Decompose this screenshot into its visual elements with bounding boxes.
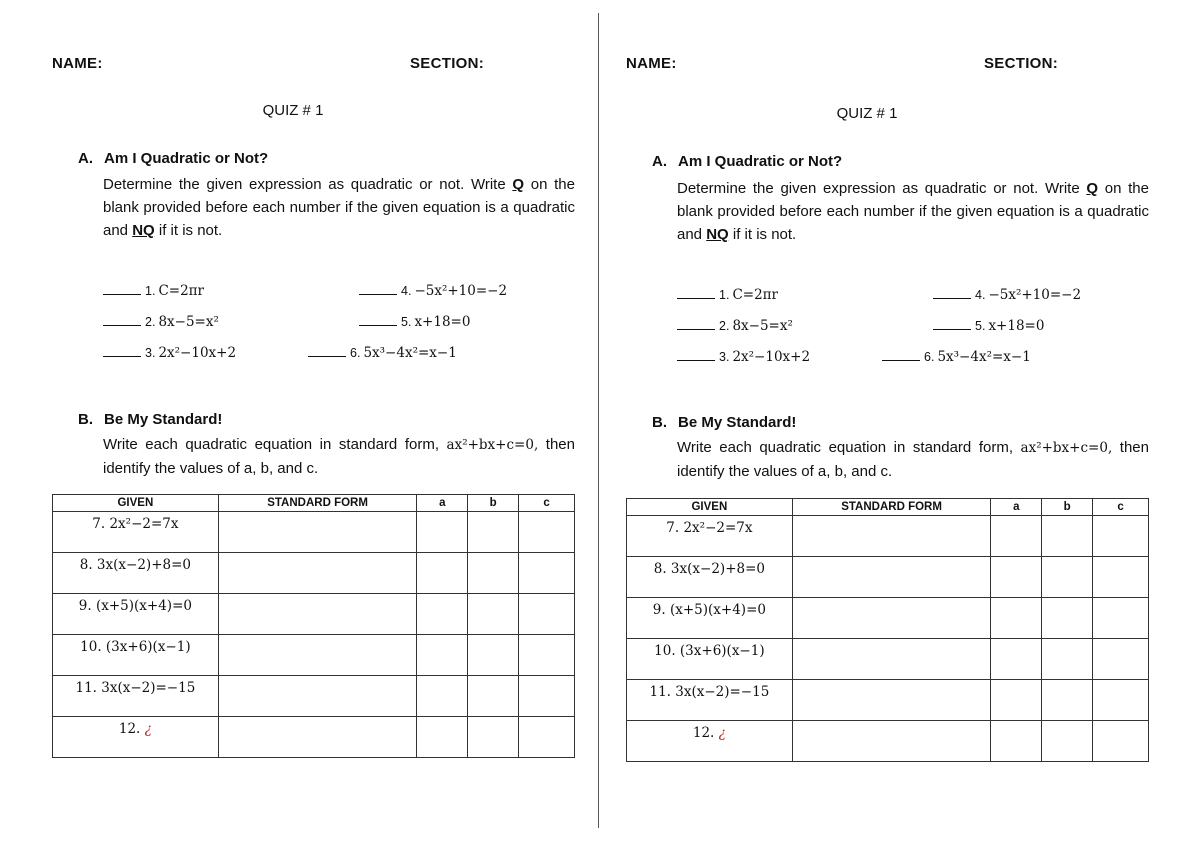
item-number: 1.	[145, 284, 156, 298]
item-6	[308, 344, 457, 361]
answer-blank[interactable]	[933, 318, 971, 330]
part-a-letter: A.	[78, 150, 93, 167]
col-standard-form: STANDARD FORM	[792, 499, 991, 516]
c-cell[interactable]	[519, 635, 575, 676]
col-given: GIVEN	[53, 495, 219, 512]
given-cell: 12. ¿	[627, 721, 793, 762]
answer-blank[interactable]	[103, 345, 141, 357]
quiz-sheet-right	[622, 0, 1152, 849]
item-number: 1.	[719, 288, 730, 302]
standard-form-equation: ax²+bx+c=0,	[1020, 440, 1113, 456]
item-1	[677, 286, 778, 303]
table-row	[53, 635, 575, 676]
b-cell[interactable]	[468, 676, 519, 717]
standard-form-cell[interactable]	[792, 680, 991, 721]
b-cell[interactable]	[468, 512, 519, 553]
b-cell[interactable]	[1042, 680, 1093, 721]
standard-form-cell[interactable]	[792, 516, 991, 557]
item-2	[677, 317, 793, 334]
c-cell[interactable]	[519, 676, 575, 717]
c-cell[interactable]	[519, 594, 575, 635]
c-cell[interactable]	[1093, 639, 1149, 680]
item-expression: 5x³−4x²=x−1	[937, 349, 1031, 365]
part-b-title: Be My Standard!	[104, 411, 223, 428]
answer-blank[interactable]	[882, 349, 920, 361]
col-c: c	[519, 495, 575, 512]
item-number: 3.	[719, 350, 730, 364]
a-cell[interactable]	[991, 680, 1042, 721]
standard-form-cell[interactable]	[218, 512, 417, 553]
given-cell: 7. 2x²−2=7x	[53, 512, 219, 553]
instr-text: Write each quadratic equation in standard form,	[677, 439, 1021, 456]
item-6	[882, 348, 1031, 365]
part-b-title: Be My Standard!	[678, 414, 797, 431]
c-cell[interactable]	[519, 717, 575, 758]
name-label: NAME:	[52, 55, 103, 72]
col-b: b	[1042, 499, 1093, 516]
a-cell[interactable]	[991, 557, 1042, 598]
answer-blank[interactable]	[677, 287, 715, 299]
item-expression: 2x²−10x+2	[158, 345, 237, 361]
part-a-instructions	[677, 177, 1149, 246]
part-b-letter: B.	[652, 414, 667, 431]
q-keyword: Q	[512, 176, 525, 193]
given-cell: 8. 3x(x−2)+8=0	[627, 557, 793, 598]
b-cell[interactable]	[1042, 721, 1093, 762]
item-4	[359, 282, 507, 299]
section-label: SECTION:	[410, 55, 485, 72]
item-1	[103, 282, 204, 299]
c-cell[interactable]	[1093, 680, 1149, 721]
standard-form-cell[interactable]	[792, 557, 991, 598]
item-expression: 2x²−10x+2	[732, 349, 811, 365]
instr-text: Write each quadratic equation in standard form,	[103, 436, 447, 453]
standard-form-cell[interactable]	[218, 635, 417, 676]
item-expression: 8x−5=x²	[158, 314, 219, 330]
standard-form-cell[interactable]	[218, 553, 417, 594]
table-row	[627, 516, 1149, 557]
part-b-heading	[78, 411, 222, 428]
item-number: 5.	[401, 315, 412, 329]
table-row	[627, 598, 1149, 639]
given-cell: 9. (x+5)(x+4)=0	[627, 598, 793, 639]
part-a-instructions	[103, 173, 575, 242]
standard-form-cell[interactable]	[792, 598, 991, 639]
item-number: 3.	[145, 346, 156, 360]
b-cell[interactable]	[1042, 557, 1093, 598]
answer-blank[interactable]	[359, 314, 397, 326]
instr-text: Determine the given expression as quadratic or not. Write	[677, 180, 1087, 197]
quiz-sheet-left	[48, 0, 578, 849]
name-label: NAME:	[626, 55, 677, 72]
given-cell: 10. (3x+6)(x−1)	[627, 639, 793, 680]
col-b: b	[468, 495, 519, 512]
b-cell[interactable]	[468, 717, 519, 758]
c-cell[interactable]	[519, 553, 575, 594]
table-row	[627, 680, 1149, 721]
col-c: c	[1093, 499, 1149, 516]
item-number: 2.	[719, 319, 730, 333]
item-2	[103, 313, 219, 330]
standard-form-equation: ax²+bx+c=0,	[446, 437, 539, 453]
section-label: SECTION:	[984, 55, 1059, 72]
quiz-title: QUIZ # 1	[262, 102, 324, 119]
item-5	[359, 313, 470, 330]
item-number: 6.	[924, 350, 935, 364]
table-row	[53, 512, 575, 553]
part-b-instructions	[103, 433, 575, 480]
answer-blank[interactable]	[103, 314, 141, 326]
item-expression: −5x²+10=−2	[988, 287, 1082, 303]
nq-keyword: NQ	[132, 222, 155, 239]
col-a: a	[417, 495, 468, 512]
item-expression: C=2πr	[158, 283, 204, 299]
a-cell[interactable]	[991, 598, 1042, 639]
standard-form-cell[interactable]	[792, 639, 991, 680]
col-given: GIVEN	[627, 499, 793, 516]
instr-text: if it is not.	[154, 222, 223, 239]
item-3	[677, 348, 810, 365]
a-cell[interactable]	[417, 553, 468, 594]
standard-form-cell[interactable]	[218, 676, 417, 717]
c-cell[interactable]	[519, 512, 575, 553]
b-cell[interactable]	[1042, 516, 1093, 557]
table-row	[53, 676, 575, 717]
table-row	[627, 721, 1149, 762]
page-divider	[598, 13, 599, 828]
answer-blank[interactable]	[677, 349, 715, 361]
table-row	[53, 553, 575, 594]
item-number: 4.	[401, 284, 412, 298]
item-expression: x+18=0	[988, 318, 1045, 334]
b-cell[interactable]	[468, 553, 519, 594]
standard-form-cell[interactable]	[792, 721, 991, 762]
b-cell[interactable]	[1042, 598, 1093, 639]
a-cell[interactable]	[417, 635, 468, 676]
table-row	[627, 557, 1149, 598]
error-glyph: ¿	[144, 721, 152, 737]
table-row	[627, 639, 1149, 680]
table-header-row	[627, 499, 1149, 516]
part-a-letter: A.	[652, 153, 667, 170]
a-cell[interactable]	[991, 516, 1042, 557]
item-number: 6.	[350, 346, 361, 360]
table-row	[53, 594, 575, 635]
answer-blank[interactable]	[933, 287, 971, 299]
b-cell[interactable]	[468, 635, 519, 676]
c-cell[interactable]	[1093, 721, 1149, 762]
instr-text: then identify the values of a, b, and c.	[103, 436, 575, 477]
part-a-heading	[78, 150, 268, 167]
answer-blank[interactable]	[359, 283, 397, 295]
given-cell: 7. 2x²−2=7x	[627, 516, 793, 557]
standard-form-table	[626, 498, 1149, 762]
standard-form-cell[interactable]	[218, 594, 417, 635]
item-3	[103, 344, 236, 361]
part-a-heading	[652, 153, 842, 170]
instr-text: if it is not.	[728, 226, 797, 243]
part-a-title: Am I Quadratic or Not?	[104, 150, 269, 167]
part-b-heading	[652, 414, 796, 431]
given-cell: 8. 3x(x−2)+8=0	[53, 553, 219, 594]
given-cell: 9. (x+5)(x+4)=0	[53, 594, 219, 635]
item-expression: 8x−5=x²	[732, 318, 793, 334]
item-5	[933, 317, 1044, 334]
answer-blank[interactable]	[103, 283, 141, 295]
given-cell: 10. (3x+6)(x−1)	[53, 635, 219, 676]
col-standard-form: STANDARD FORM	[218, 495, 417, 512]
item-number: 4.	[975, 288, 986, 302]
instr-text: then identify the values of a, b, and c.	[677, 439, 1149, 480]
item-expression: C=2πr	[732, 287, 778, 303]
a-cell[interactable]	[417, 512, 468, 553]
a-cell[interactable]	[417, 594, 468, 635]
instr-text: on the blank provided before each number if the given equation is a quadratic and	[103, 176, 575, 239]
table-header-row	[53, 495, 575, 512]
instr-text: on the blank provided before each number if the given equation is a quadratic and	[677, 180, 1149, 243]
item-number: 5.	[975, 319, 986, 333]
item-4	[933, 286, 1081, 303]
a-cell[interactable]	[991, 639, 1042, 680]
standard-form-table	[52, 494, 575, 758]
b-cell[interactable]	[1042, 639, 1093, 680]
error-glyph: ¿	[718, 725, 726, 741]
table-row	[53, 717, 575, 758]
quiz-title: QUIZ # 1	[836, 105, 898, 122]
a-cell[interactable]	[417, 717, 468, 758]
given-cell: 12. ¿	[53, 717, 219, 758]
col-a: a	[991, 499, 1042, 516]
item-expression: x+18=0	[414, 314, 471, 330]
given-cell: 11. 3x(x−2)=−15	[53, 676, 219, 717]
part-a-title: Am I Quadratic or Not?	[678, 153, 843, 170]
part-b-letter: B.	[78, 411, 93, 428]
instr-text: Determine the given expression as quadratic or not. Write	[103, 176, 513, 193]
a-cell[interactable]	[991, 721, 1042, 762]
q-keyword: Q	[1086, 180, 1099, 197]
nq-keyword: NQ	[706, 226, 729, 243]
part-b-instructions	[677, 436, 1149, 483]
answer-blank[interactable]	[677, 318, 715, 330]
item-number: 2.	[145, 315, 156, 329]
c-cell[interactable]	[1093, 598, 1149, 639]
c-cell[interactable]	[1093, 516, 1149, 557]
a-cell[interactable]	[417, 676, 468, 717]
answer-blank[interactable]	[308, 345, 346, 357]
c-cell[interactable]	[1093, 557, 1149, 598]
given-cell: 11. 3x(x−2)=−15	[627, 680, 793, 721]
item-expression: 5x³−4x²=x−1	[363, 345, 457, 361]
item-expression: −5x²+10=−2	[414, 283, 508, 299]
standard-form-cell[interactable]	[218, 717, 417, 758]
b-cell[interactable]	[468, 594, 519, 635]
